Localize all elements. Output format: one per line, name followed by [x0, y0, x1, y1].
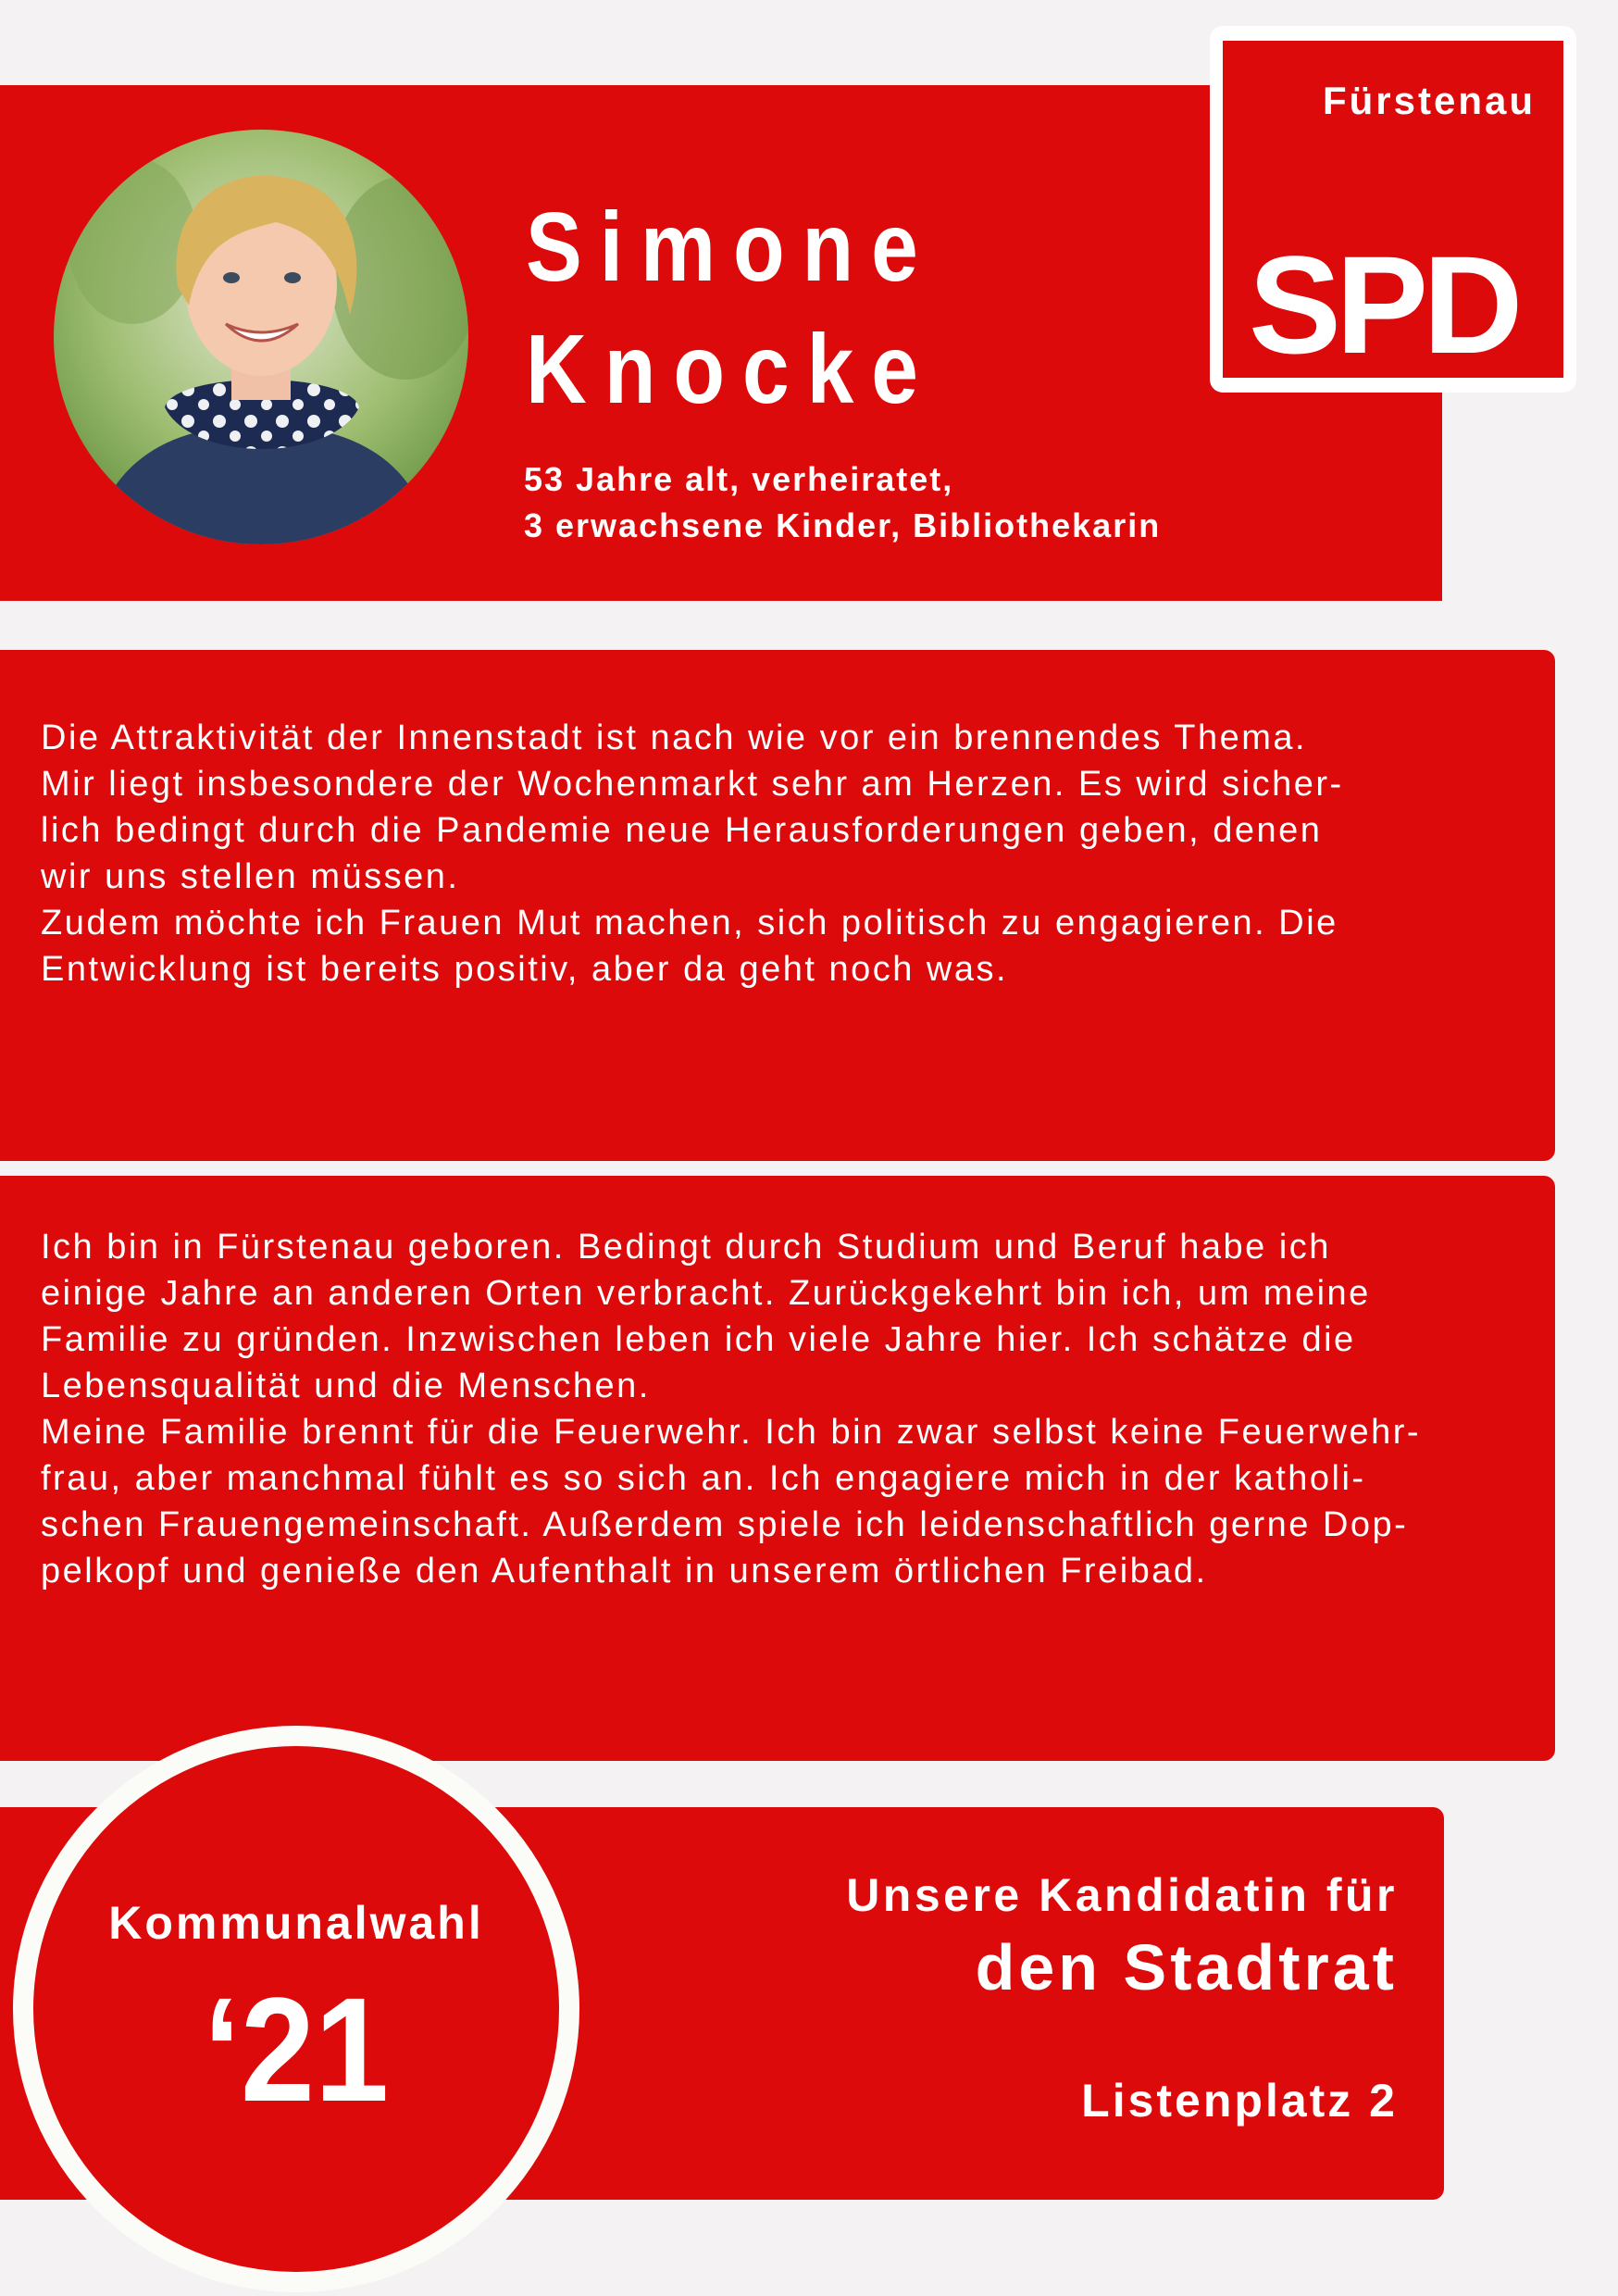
text-line: Entwicklung ist bereits positiv, aber da geht noch was. — [41, 950, 1009, 989]
biography-block — [0, 1176, 1555, 1761]
footer-list-position: Listenplatz 2 — [1081, 2075, 1398, 2127]
logo-party-name: SPD — [1249, 227, 1518, 382]
text-line: einige Jahre an anderen Orten verbracht. Zurückgekehrt bin ich, um meine — [41, 1274, 1371, 1313]
text-line: Mir liegt insbesondere der Wochenmarkt sehr am Herzen. Es wird sicher- — [41, 765, 1344, 804]
text-line: Zudem möchte ich Frauen Mut machen, sich politisch zu engagieren. Die — [41, 904, 1338, 942]
text-line: Meine Familie brennt für die Feuerwehr. Ich bin zwar selbst keine Feuerwehr- — [41, 1413, 1422, 1452]
footer-tagline: Unsere Kandidatin für — [846, 1869, 1398, 1921]
biography-text — [41, 1224, 1518, 1594]
candidate-first-name: Simone — [526, 193, 936, 302]
election-badge-inner — [33, 1746, 559, 2272]
text-line: lich bedingt durch die Pandemie neue Herausforderungen geben, denen — [41, 811, 1323, 850]
candidate-portrait — [54, 130, 468, 544]
text-line: Familie zu gründen. Inzwischen leben ich viele Jahre hier. Ich schätze die — [41, 1320, 1356, 1359]
election-label: Kommunalwahl — [108, 1897, 484, 1949]
candidate-details-line: 3 erwachsene Kinder, Bibliothekarin — [524, 506, 1162, 544]
election-year: ‘21 — [203, 1966, 390, 2132]
text-line: wir uns stellen müssen. — [41, 857, 460, 896]
text-line: Lebensqualität und die Menschen. — [41, 1366, 651, 1405]
text-line: frau, aber manchmal fühlt es so sich an. Ich engagiere mich in der katholi- — [41, 1459, 1366, 1498]
election-badge — [13, 1726, 579, 2292]
text-line: schen Frauengemeinschaft. Außerdem spiele ich leidenschaftlich gerne Dop- — [41, 1505, 1409, 1544]
candidate-last-name: Knocke — [526, 315, 936, 424]
logo-place-name: Fürstenau — [1322, 79, 1536, 122]
statement-block — [0, 650, 1555, 1161]
text-line: pelkopf und genieße den Aufenthalt in unserem örtlichen Freibad. — [41, 1552, 1208, 1591]
text-line: Die Attraktivität der Innenstadt ist nach wie vor ein brennendes Thema. — [41, 718, 1308, 757]
text-line: Ich bin in Fürstenau geboren. Bedingt durch Studium und Beruf habe ich — [41, 1228, 1331, 1267]
candidate-details-line: 53 Jahre alt, verheiratet, — [524, 460, 954, 498]
party-logo — [1210, 26, 1576, 393]
portrait-illustration — [54, 130, 468, 544]
statement-text — [41, 715, 1518, 992]
party-logo-field — [1223, 41, 1563, 382]
footer-office: den Stadtrat — [975, 1931, 1398, 2003]
